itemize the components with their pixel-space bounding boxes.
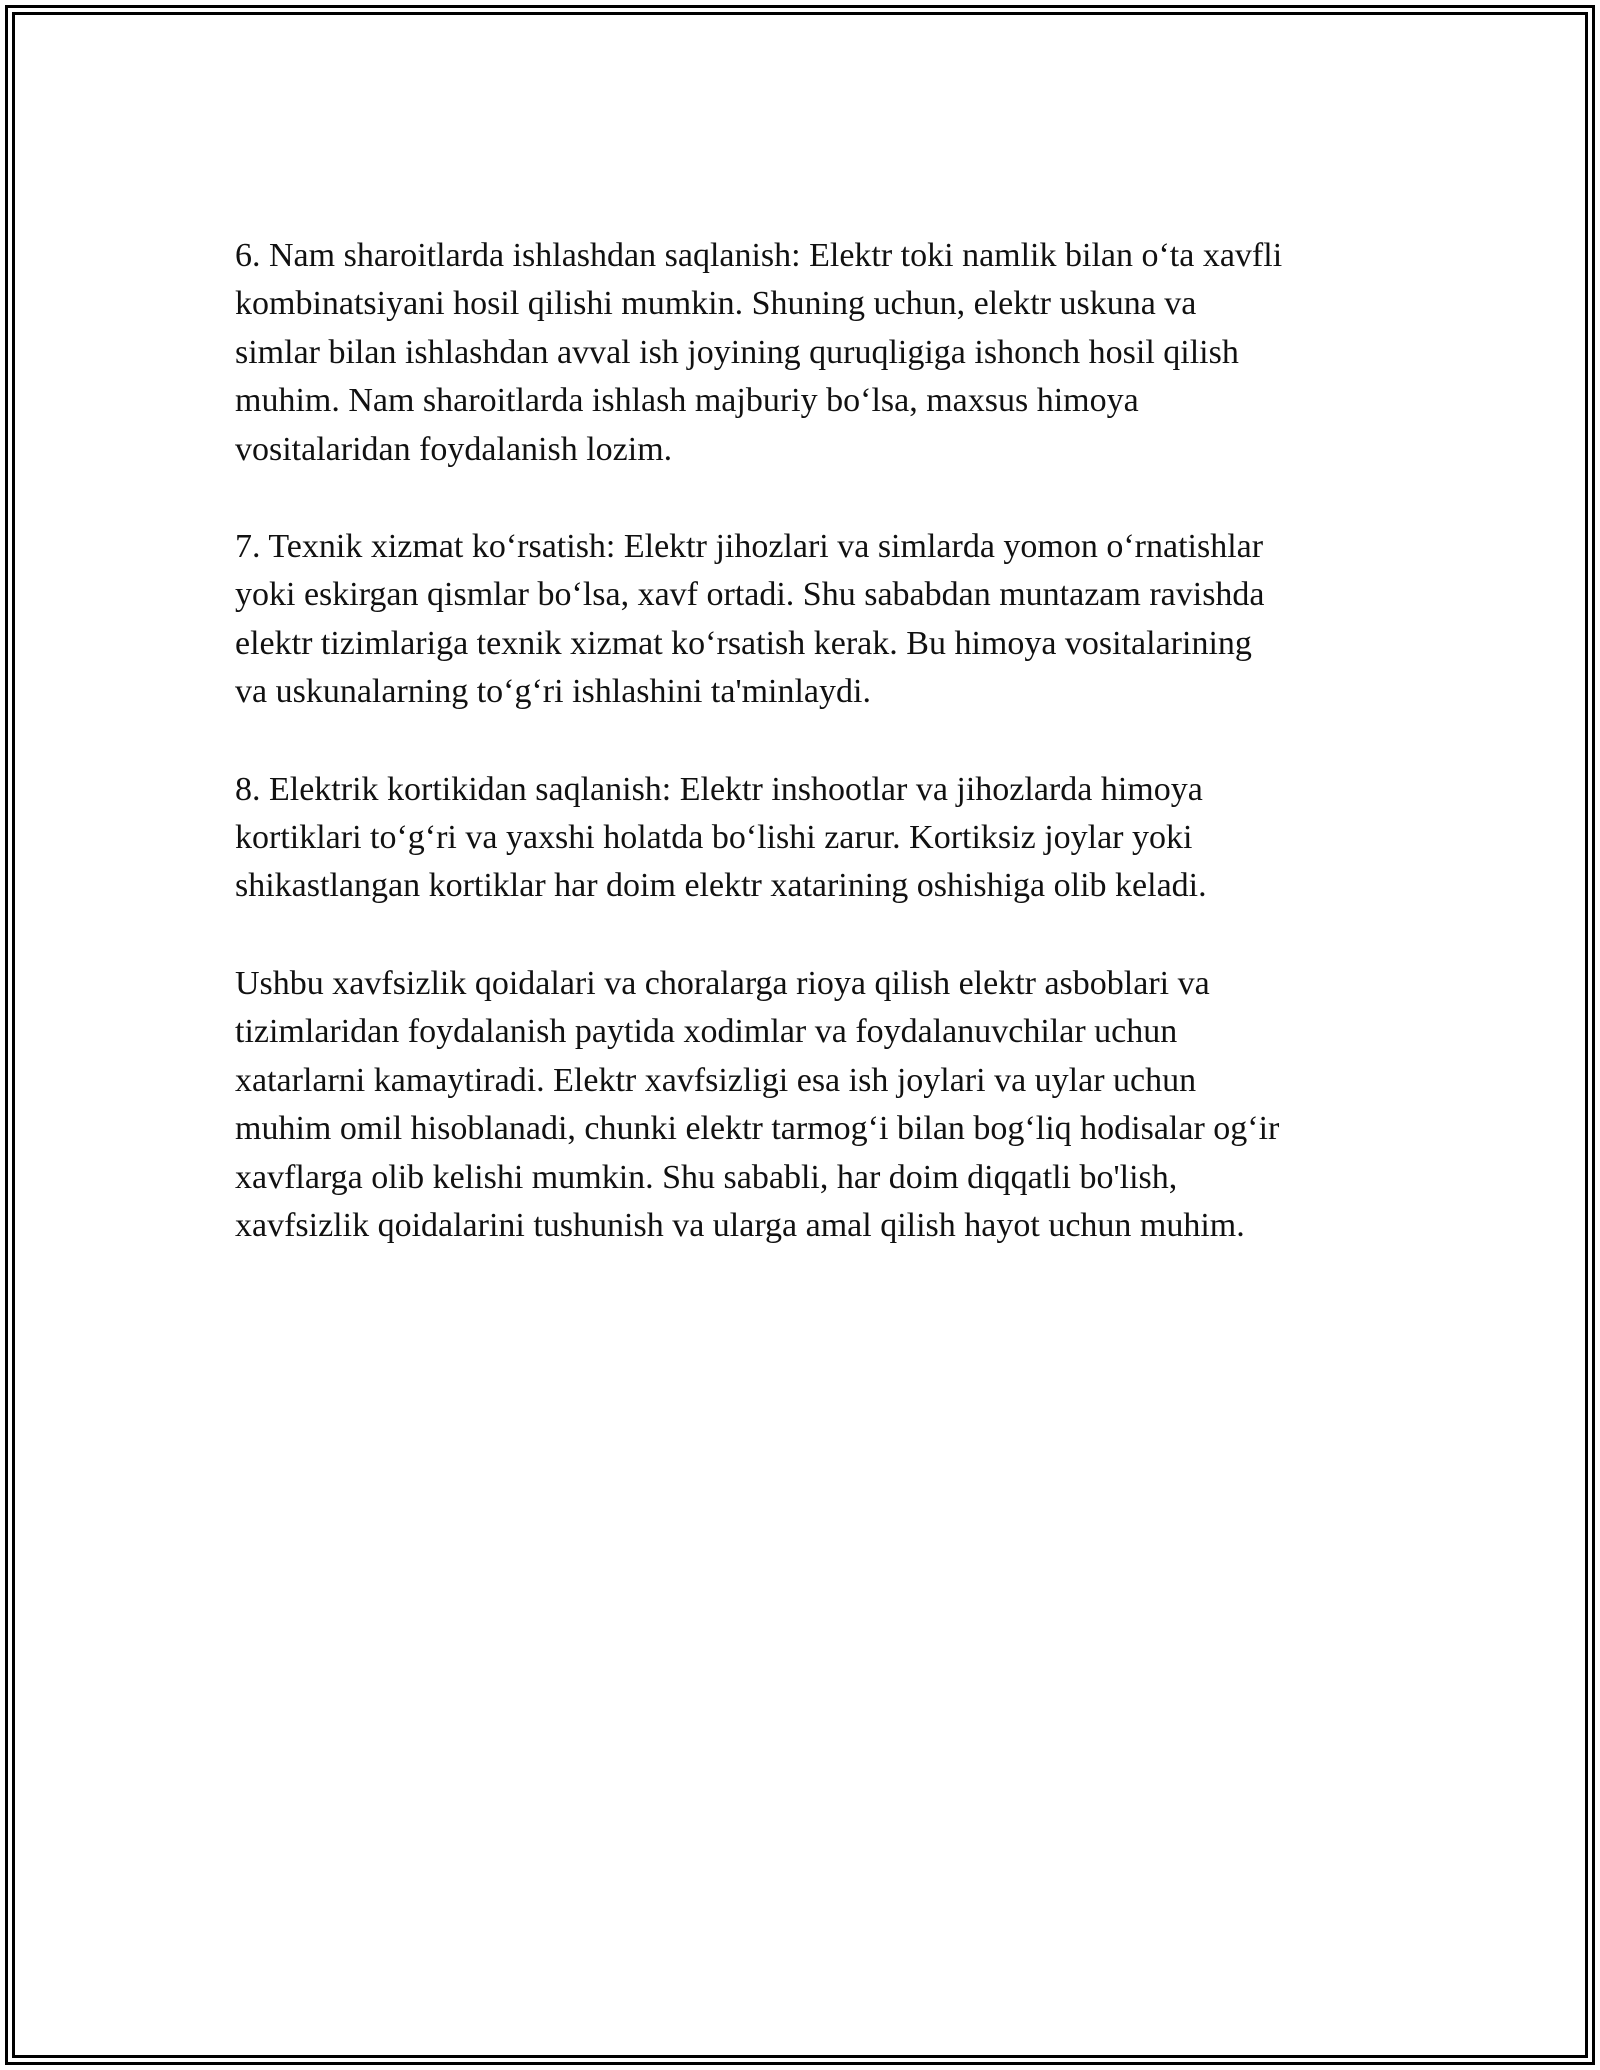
document-body	[235, 232, 1375, 1299]
paragraph-conclusion: Ushbu xavfsizlik qoidalari va choralarga rioya qilish elektr asboblari va tizimlaridan foydalanish paytida xodimlar va foydalanuvchilar uchun xatarlarni kamaytiradi. Elektr xavfsizligi esa ish joylari va uylar uchun muhim omil hisoblanadi, chunki elektr tarmog‘i bilan bog‘liq hodisalar og‘ir xavflarga olib kelishi mumkin. Shu sababli, har doim diqqatli bo'lish, xavfsizlik qoidalarini tushunish va ularga amal qilish hayot uchun muhim.	[235, 964, 1280, 1244]
paragraph-6-wet-conditions: 6. Nam sharoitlarda ishlashdan saqlanish: Elektr toki namlik bilan o‘ta xavfli kombinatsiyani hosil qilishi mumkin. Shuning uchun, elektr uskuna va simlar bilan ishlashdan avval ish joyining quruqligiga ishonch hosil qilish muhim. Nam sharoitlarda ishlash majburiy bo‘lsa, maxsus himoya vositalaridan foydalanish lozim.	[235, 237, 1283, 468]
paragraph-7-maintenance: 7. Texnik xizmat ko‘rsatish: Elektr jihozlari va simlarda yomon o‘rnatishlar yoki eskirgan qismlar bo‘lsa, xavf ortadi. Shu sababdan muntazam ravishda elektr tizimlariga texnik xizmat ko‘rsatish kerak. Bu himoya vositalarining va uskunalarning to‘g‘ri ishlashini ta'minlaydi.	[235, 528, 1265, 711]
paragraph-8-protective-covers: 8. Elektrik kortikidan saqlanish: Elektr inshootlar va jihozlarda himoya kortiklari to‘g‘ri va yaxshi holatda bo‘lishi zarur. Kortiksiz joylar yoki shikastlangan kortiklar har doim elektr xatarining oshishiga olib keladi.	[235, 770, 1207, 905]
